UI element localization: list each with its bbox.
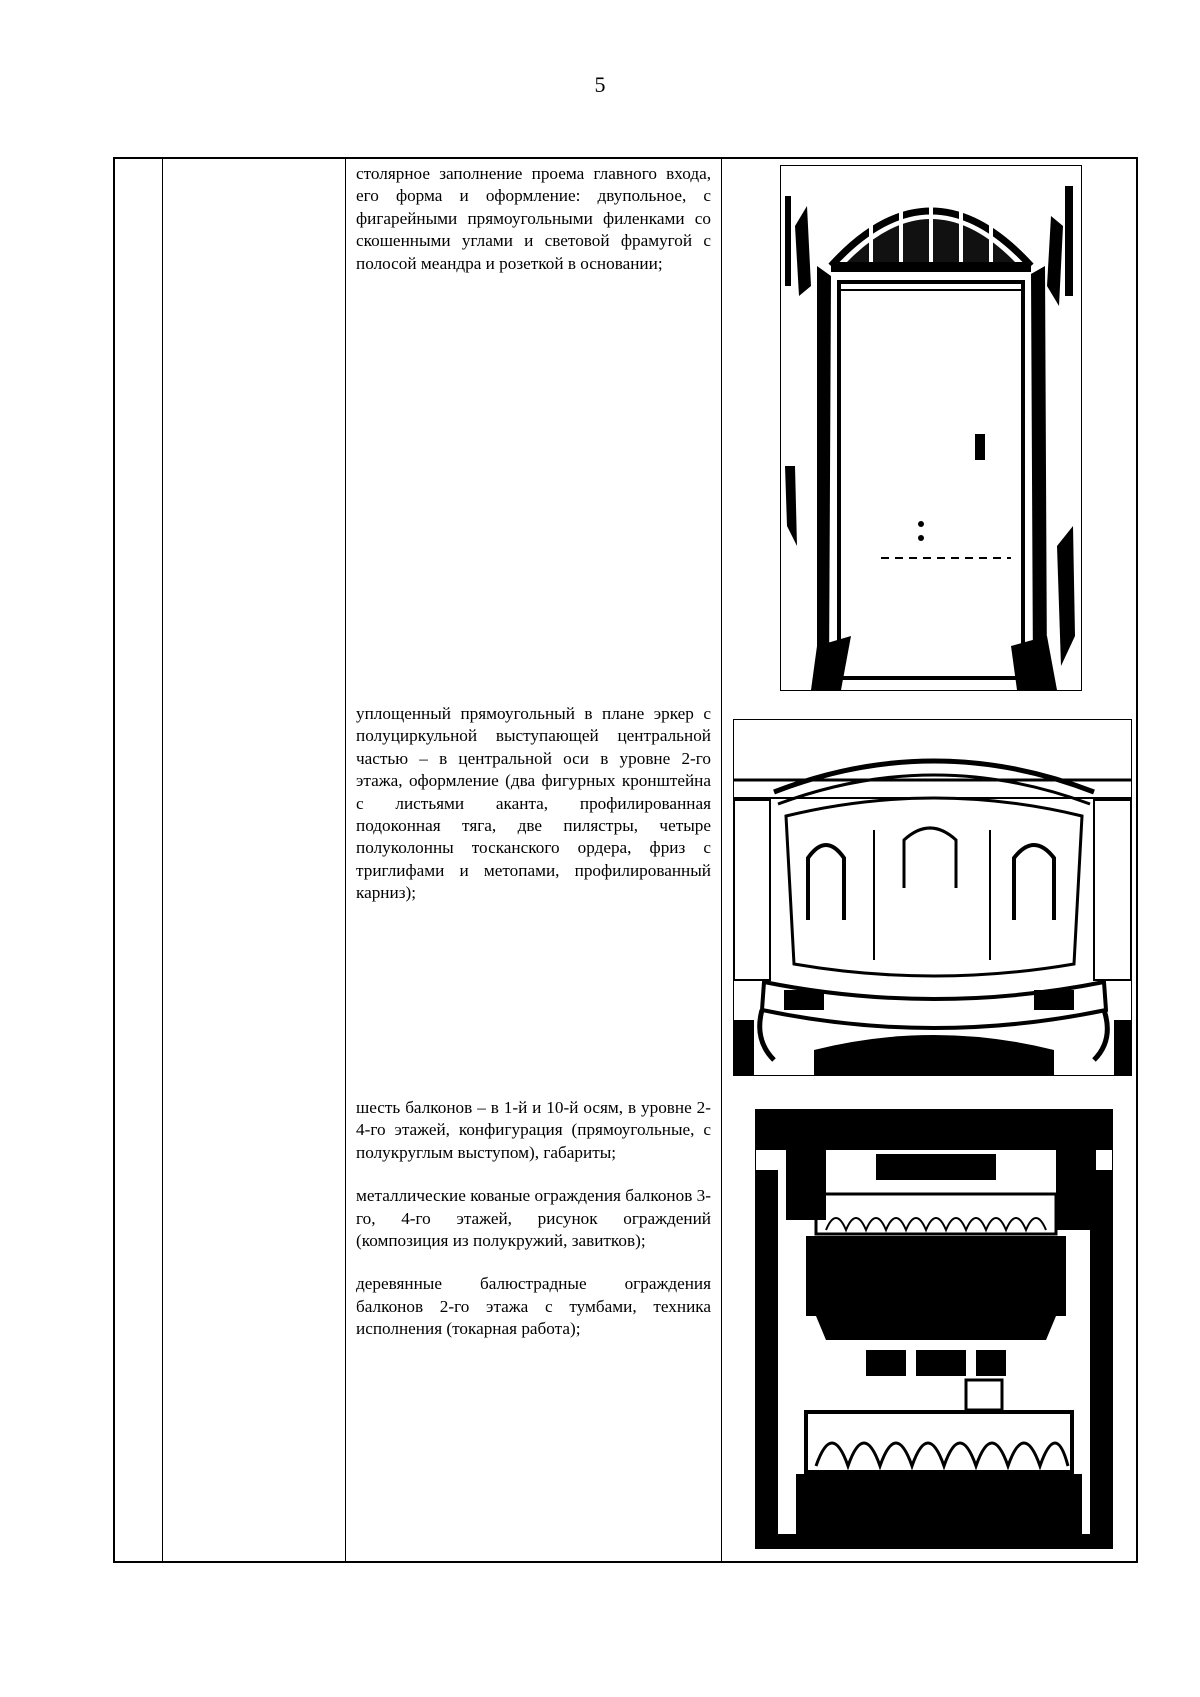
description-paragraph: шесть балконов – в 1-й и 10-й осям, в уровне 2-4-го этажей, конфигурация (прямоугольные, с полукруглым выступом), габариты; xyxy=(356,1098,711,1162)
bay-window-photo xyxy=(733,719,1132,1076)
door-photo xyxy=(780,165,1082,691)
description-paragraph: столярное заполнение проема главного входа, его форма и оформление: двупольное, с фигарейными прямоугольными филенками со скошенными углами и световой фрамугой с полосой меандра и розеткой в основании; xyxy=(356,164,711,273)
page-number: 5 xyxy=(594,72,606,97)
column-divider xyxy=(345,159,346,1561)
feature-description-balconies xyxy=(356,1097,711,1362)
column-divider xyxy=(721,159,722,1561)
column-divider xyxy=(162,159,163,1561)
feature-description-bay-window xyxy=(356,703,711,926)
description-paragraph: уплощенный прямоугольный в плане эркер с полуциркульной выступающей центральной частью – в центральной оси в уровне 2-го этажа, оформление (два фигурных кронштейна с листьями аканта, профилированная подоконная тяга, две пилястры, четыре полуколонны тосканского ордера, фриз с триглифами и метопами, профилированный карниз); xyxy=(356,704,711,903)
balconies-photo xyxy=(755,1109,1113,1549)
monument-features-table xyxy=(113,157,1138,1563)
feature-description-entrance xyxy=(356,163,711,296)
description-paragraph: деревянные балюстрадные ограждения балконов 2-го этажа с тумбами, техника исполнения (токарная работа); xyxy=(356,1274,711,1339)
description-paragraph: металлические кованые ограждения балконов 3-го, 4-го этажей, рисунок ограждений (композиция из полукружий, завитков); xyxy=(356,1186,711,1251)
